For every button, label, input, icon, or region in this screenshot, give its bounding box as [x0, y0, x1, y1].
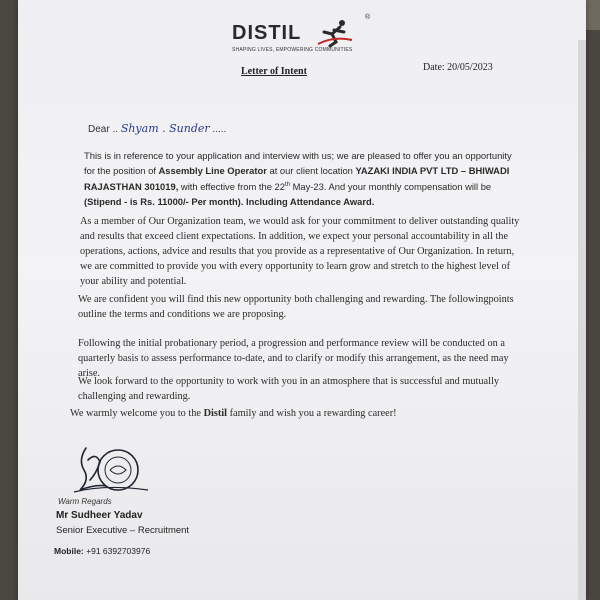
- client-location: YAZAKI INDIA PVT LTD – BHIWADI RAJASTHAN 301019,: [84, 165, 510, 193]
- salutation-leading-dots: ..: [112, 124, 119, 135]
- offer-text-3: with effective from the 22: [178, 181, 285, 193]
- letter-title: Letter of Intent: [241, 66, 307, 77]
- compensation: (Stipend - is Rs. 11000/- Per month). Including Attendance Award.: [84, 196, 375, 208]
- closing-regards: Warm Regards: [58, 497, 112, 506]
- offer-text-2: at our client location: [266, 165, 356, 176]
- paragraph-confidence: We are confident you will find this new opportunity both challenging and rewarding. The followingpoints outline the terms and conditions we are proposing.: [78, 294, 514, 320]
- salutation-trailing-dots: .....: [212, 124, 227, 135]
- paper-stack-edge: [578, 40, 586, 600]
- logo-tagline: SHAPING LIVES, EMPOWERING COMMUNITIES: [232, 47, 353, 53]
- mobile-value: +91 6392703976: [86, 546, 151, 556]
- letter-page: [18, 0, 586, 600]
- mobile-label: Mobile:: [54, 546, 84, 556]
- recipient-name-handwritten: Shyam . Sunder: [120, 122, 210, 135]
- paragraph-offer: [84, 148, 524, 209]
- offer-text-1: This is in reference to your application and interview with us; we are pleased to offer you an opportunity for the position of: [84, 150, 512, 176]
- distil-logo: [232, 14, 382, 58]
- company-name: Distil: [203, 408, 228, 419]
- signer-name: Mr Sudheer Yadav: [56, 510, 143, 521]
- signer-role: Senior Executive – Recruitment: [56, 525, 190, 536]
- company-stamp-signature: [66, 440, 156, 500]
- runner-icon: [314, 18, 354, 48]
- letter-date: [423, 62, 493, 73]
- paragraph-atmosphere: We look forward to the opportunity to work with you in an atmosphere that is successful and mutually challenging and rewarding.: [78, 376, 499, 402]
- date-label: Date:: [423, 62, 445, 73]
- paragraph-probation: Following the initial probationary period, a progression and performance review will be conducted on a quarterly basis to assess performance to-date, and to clarify or modify this arrangement, as the need may arise.: [78, 338, 509, 379]
- date-value: 20/05/2023: [447, 62, 493, 73]
- salutation: [88, 122, 226, 135]
- welcome-text-2: family and wish you a rewarding career!: [227, 408, 397, 419]
- offer-text-4: May-23. And your monthly compensation will be: [289, 181, 492, 193]
- position-name: Assembly Line Operator: [158, 165, 267, 176]
- registered-mark: ®: [365, 14, 371, 21]
- welcome-text-1: We warmly welcome you to the: [70, 408, 204, 419]
- signer-mobile: [54, 546, 150, 556]
- logo-wordmark: DISTIL: [232, 22, 302, 44]
- paragraph-commitment: As a member of Our Organization team, we would ask for your commitment to deliver outstanding quality and results that exceed client expectations. In addition, we expect your personal accountability in all the operations, actions, advice and results that you provide as a representative of Our Organization. In return, we are committed to provide you with every opportunity to learn grow and stretch to the highest level of your ability and potential.: [80, 216, 520, 287]
- paragraph-welcome: [70, 406, 530, 421]
- date-suffix: th: [284, 182, 290, 188]
- salutation-prefix: Dear: [88, 124, 110, 135]
